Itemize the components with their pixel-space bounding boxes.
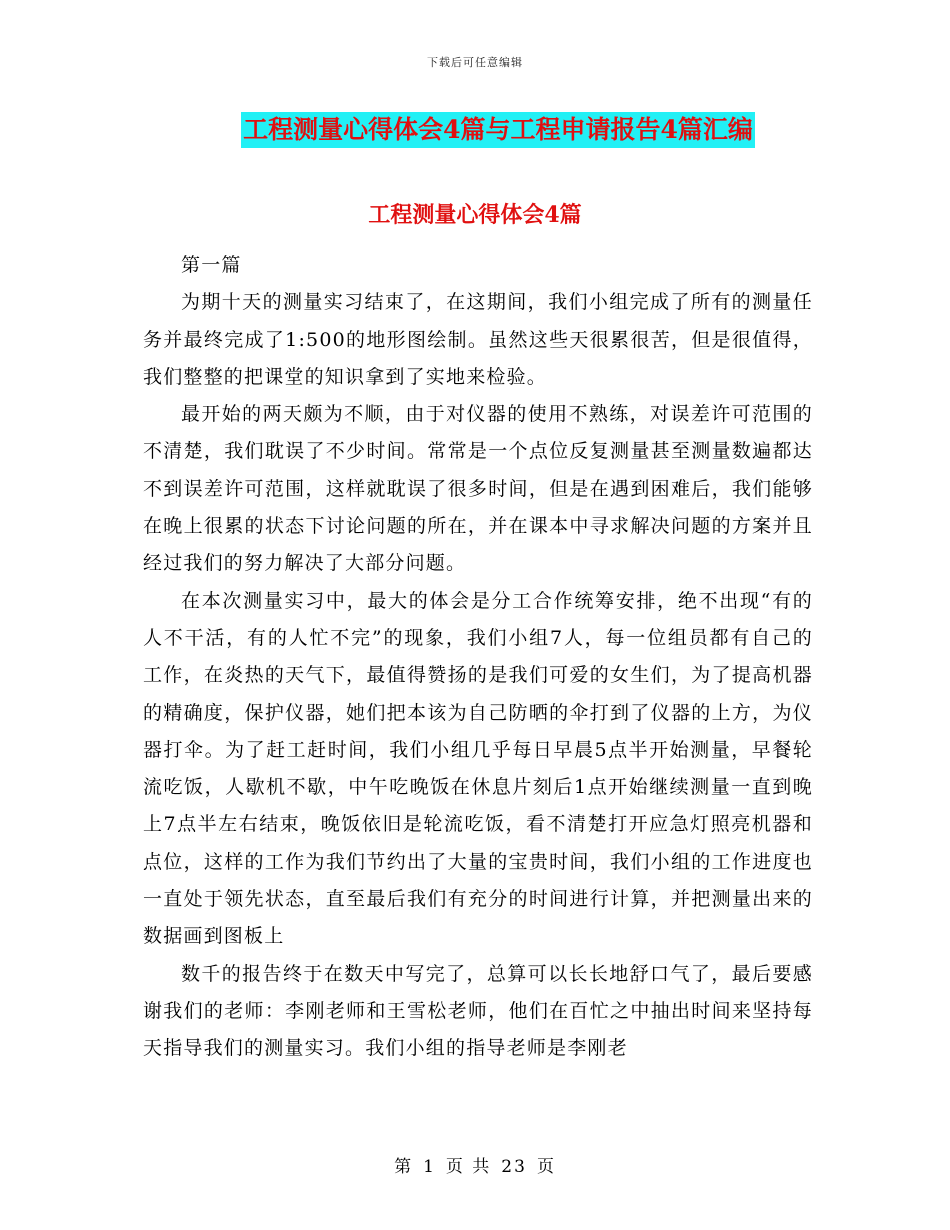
page-total: 23 [501,1157,527,1177]
page-footer [0,1152,950,1177]
footer-middle: 页 共 [445,1157,492,1177]
body-paragraph-2: 最开始的两天颇为不顺，由于对仪器的使用不熟练，对误差许可范围的不清楚，我们耽误了不少时间。常常是一个点位反复测量甚至测量数遍都达不到误差许可范围，这样就耽误了很多时间，但是在遇到困难后，我们能够在晚上很累的状态下讨论问题的所在，并在课本中寻求解决问题的方案并且经过我们的努力解决了大部分问题。 [143,403,813,575]
body-paragraph-1: 为期十天的测量实习结束了，在这期间，我们小组完成了所有的测量任务并最终完成了1:500的地形图绘制。虽然这些天很累很苦，但是很值得，我们整整的把课堂的知识拿到了实地来检验。 [143,291,813,388]
section-label: 第一篇 [181,254,242,276]
main-title-container [0,112,950,148]
body-paragraph-4: 数千的报告终于在数天中写完了，总算可以长长地舒口气了，最后要感谢我们的老师：李刚老师和王雪松老师，他们在百忙之中抽出时间来坚持每天指导我们的测量实习。我们小组的指导老师是李刚老 [143,962,813,1060]
body-paragraph-3: 在本次测量实习中，最大的体会是分工合作统筹安排，绝不出现“有的人不干活，有的人忙不完”的现象，我们小组7人，每一位组员都有自己的工作，在炎热的天气下，最值得赞扬的是我们可爱的女生们，为了提高机器的精确度，保护仪器，她们把本该为自己防晒的伞打到了仪器的上方，为仪器打伞。为了赶工赶时间，我们小组几乎每日早晨5点半开始测量，早餐轮流吃饭，人歇机不歇，中午吃晚饭在休息片刻后1点开始继续测量一直到晚上7点半左右结束，晚饭依旧是轮流吃饭，看不清楚打开应急灯照亮机器和点位，这样的工作为我们节约出了大量的宝贵时间，我们小组的工作进度也一直处于领先状态，直至最后我们有充分的时间进行计算，并把测量出来的数据画到图板上 [143,589,813,948]
footer-suffix: 页 [536,1157,556,1177]
page-number: 1 [423,1157,436,1177]
section-title: 工程测量心得体会4篇 [368,202,582,228]
footer-prefix: 第 [394,1157,414,1177]
header-note: 下载后可任意编辑 [427,56,523,69]
document-body [143,247,813,1068]
document-title: 工程测量心得体会4篇与工程申请报告4篇汇编 [241,112,755,148]
